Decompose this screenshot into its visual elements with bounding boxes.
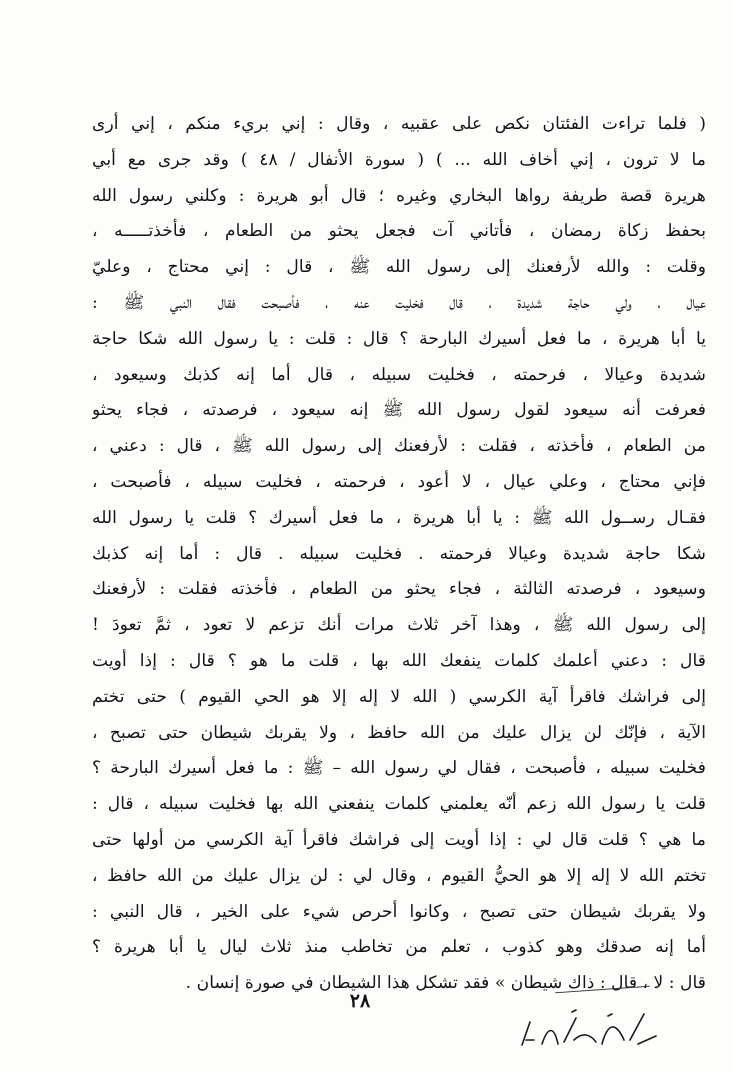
- text-line: ( فلما تراءت الفئتان نكص على عقبيه ، وقال : إني بريء منكم ، إني أرى: [92, 114, 706, 134]
- text-line: فإني محتاج ، وعلي عيال ، لا أعود ، فرحمته ، فخليت سبيله ، فأصبحت ،: [92, 471, 706, 492]
- text-line: تختم الله لا إله إلا هو الحيُّ القيوم ، وقال لي : لن يزال عليك من الله حافظ ،: [92, 865, 706, 886]
- text-line: وقلت : والله لأرفعنك إلى رسول الله ﷺ ، قال : إني محتاج ، وعليّ: [92, 257, 706, 278]
- text-line: وسيعود ، فرصدته الثالثة ، فجاء يحثو من الطعام ، فأخذته فقلت : لأرفعنك: [92, 579, 706, 600]
- body-text: [92, 107, 706, 1002]
- handwritten-mark: [512, 1000, 662, 1060]
- text-line: ما هي ؟ قلت قال لي : إذا أويت إلى فراشك فاقرأ آية الكرسي من أولها حتى: [92, 829, 706, 850]
- text-line: إلى فراشك فاقرأ آية الكرسي ( الله لا إله إلا هو الحي القيوم ) حتى تختم: [92, 686, 706, 707]
- text-line: ما لا ترون ، إني أخاف الله ... ) ( سورة الأنفال / ٤٨ ) وقد جرى مع أبي: [92, 149, 706, 170]
- text-line: بحفظ زكاة رمضان ، فأتاني آت فجعل يحثو من الطعام ، فأخذتـــــه ،: [92, 221, 706, 242]
- text-line: عيال ، ولي حاجة شديدة ، قال فخليت عنه ، فأصبحت فقال النبي ﷺ :: [92, 292, 706, 313]
- text-line: يا أبا هريرة ، ما فعل أسيرك البارحة ؟ قال : قلت : يا رسول الله شكا حاجة: [92, 328, 706, 349]
- text-line: قال : دعني أعلمك كلمات ينفعك الله بها ، قلت ما هو ؟ قال : إذا أويت: [92, 650, 706, 671]
- text-line: من الطعام ، فأخذته ، فقلت : لأرفعنك إلى رسول الله ﷺ ، قال : دعني ،: [92, 436, 706, 457]
- text-line: ولا يقربك شيطان حتى تصبح ، وكانوا أحرص شيء على الخير ، قال النبي :: [92, 901, 706, 922]
- text-line: شديدة وعيالا ، فرحمته ، فخليت سبيله ، قال أما إنه كذبك وسيعود ،: [92, 364, 706, 385]
- page-number: ٢٨: [349, 990, 371, 1012]
- text-line: قلت يا رسول الله زعم أنّه يعلمني كلمات ينفعني الله بها فخليت سبيله ، قال :: [92, 794, 706, 815]
- text-line: فقـال رســول الله ﷺ : يا أبا هريرة ، ما فعل أسيرك ؟ قلت يا رسول الله: [92, 507, 706, 528]
- text-line: الآية ، فإنّك لن يزال عليك من الله حافظ ، ولا يقربك شيطان حتى تصبح ،: [92, 722, 706, 743]
- text-line: فعرفت أنه سيعود لقول رسول الله ﷺ إنه سيعود ، فرصدته ، فجاء يحثو: [92, 400, 706, 421]
- text-line: إلى رسول الله ﷺ ، وهذا آخر ثلاث مرات أنك تزعم لا تعود ، ثمَّ تعودَ !: [92, 615, 706, 636]
- text-line: أما إنه صدقك وهو كذوب ، تعلم من تخاطب منذ ثلاث ليال يا أبا هريرة ؟: [92, 937, 706, 958]
- text-line: هريرة قصة طريفة رواها البخاري وغيره ؛ قال أبو هريرة : وكلني رسول الله: [92, 185, 706, 206]
- text-line: فخليت سبيله ، فأصبحت ، فقال لي رسول الله – ﷺ : ما فعل أسيرك البارحة ؟: [92, 758, 706, 779]
- text-line: شكا حاجة شديدة وعيالا فرحمته . فخليت سبيله . قال : أما إنه كذبك: [92, 543, 706, 564]
- text-line-last: قال : لا ، قال : ذاك شيطان » فقد تشكل هذا الشيطان في صورة إنسان .: [185, 973, 706, 994]
